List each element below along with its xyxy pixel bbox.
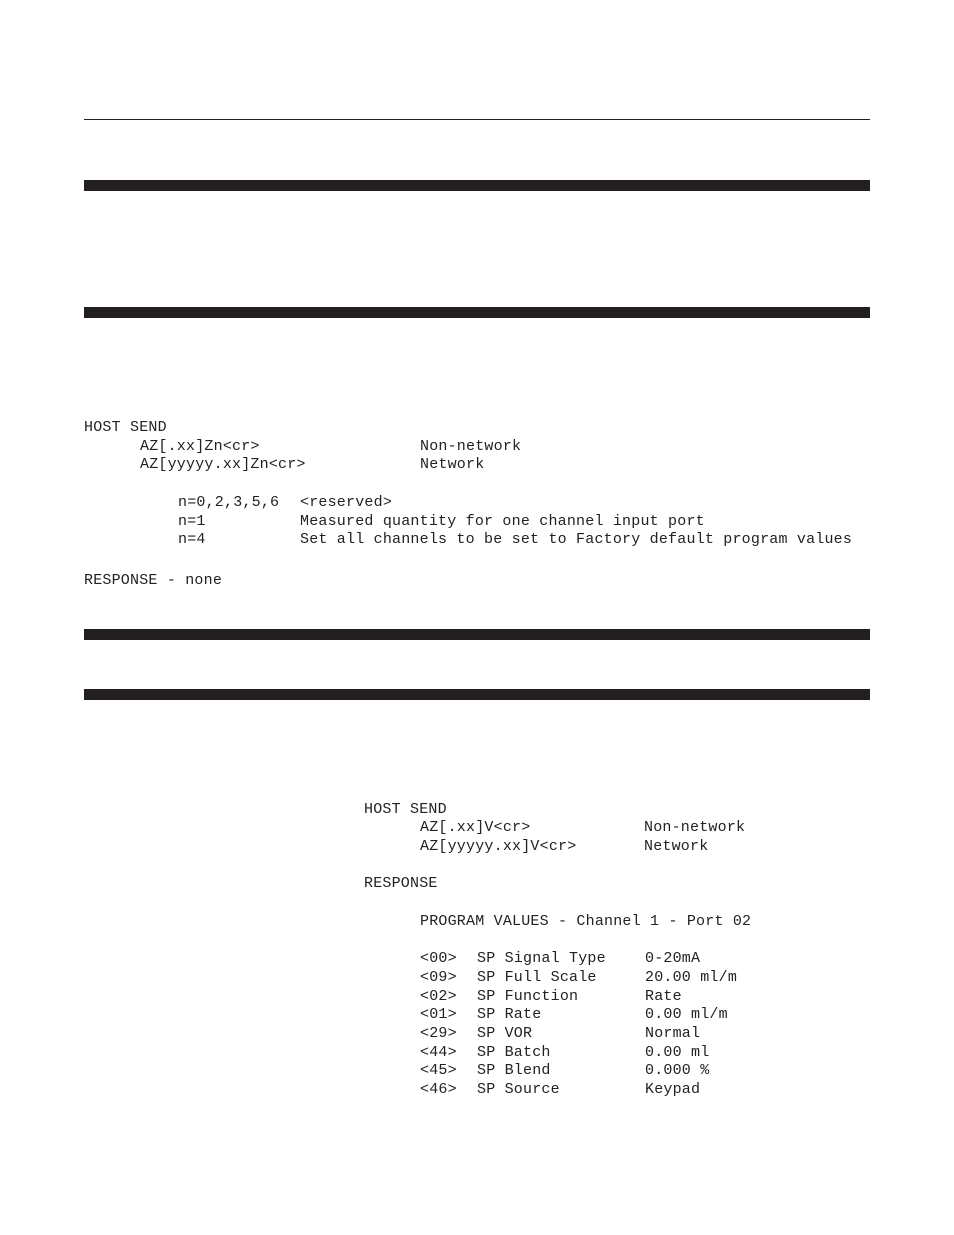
command-non-network: AZ[.xx]V<cr> [420,819,531,836]
param-key: n=1 [178,513,206,530]
program-values-title: PROGRAM VALUES - Channel 1 - Port 02 [420,913,752,930]
row-code: <00> [420,950,457,967]
row-code: <01> [420,1006,457,1023]
response-label: RESPONSE - none [84,572,223,589]
label-network: Network [644,838,709,855]
row-code: <46> [420,1081,457,1098]
section-divider-bar [84,689,870,700]
row-name: SP Signal Type [477,950,606,967]
row-code: <45> [420,1062,457,1079]
row-name: SP Full Scale [477,969,597,986]
row-name: SP VOR [477,1025,533,1042]
param-key: n=4 [178,531,206,548]
label-network: Network [420,456,485,473]
response-label: RESPONSE [364,875,438,892]
section-divider-bar [84,629,870,640]
row-code: <09> [420,969,457,986]
label-non-network: Non-network [644,819,746,836]
row-value: Keypad [645,1081,701,1098]
row-code: <44> [420,1044,457,1061]
host-send-label: HOST SEND [364,801,447,818]
param-desc: <reserved> [300,494,393,511]
row-name: SP Source [477,1081,560,1098]
row-value: 20.00 ml/m [645,969,738,986]
row-code: <02> [420,988,457,1005]
host-send-label: HOST SEND [84,419,167,436]
row-value: 0-20mA [645,950,701,967]
row-value: 0.000 % [645,1062,710,1079]
row-value: 0.00 ml [645,1044,710,1061]
command-network: AZ[yyyyy.xx]V<cr> [420,838,577,855]
row-value: 0.00 ml/m [645,1006,728,1023]
param-desc: Measured quantity for one channel input port [300,513,705,530]
section-divider-bar [84,180,870,191]
row-name: SP Batch [477,1044,551,1061]
header-rule [84,119,870,120]
command-non-network: AZ[.xx]Zn<cr> [140,438,260,455]
section-divider-bar [84,307,870,318]
label-non-network: Non-network [420,438,522,455]
command-network: AZ[yyyyy.xx]Zn<cr> [140,456,306,473]
row-code: <29> [420,1025,457,1042]
param-desc: Set all channels to be set to Factory default program values [300,531,853,548]
param-key: n=0,2,3,5,6 [178,494,280,511]
row-value: Normal [645,1025,701,1042]
row-name: SP Blend [477,1062,551,1079]
row-value: Rate [645,988,682,1005]
row-name: SP Function [477,988,579,1005]
row-name: SP Rate [477,1006,542,1023]
